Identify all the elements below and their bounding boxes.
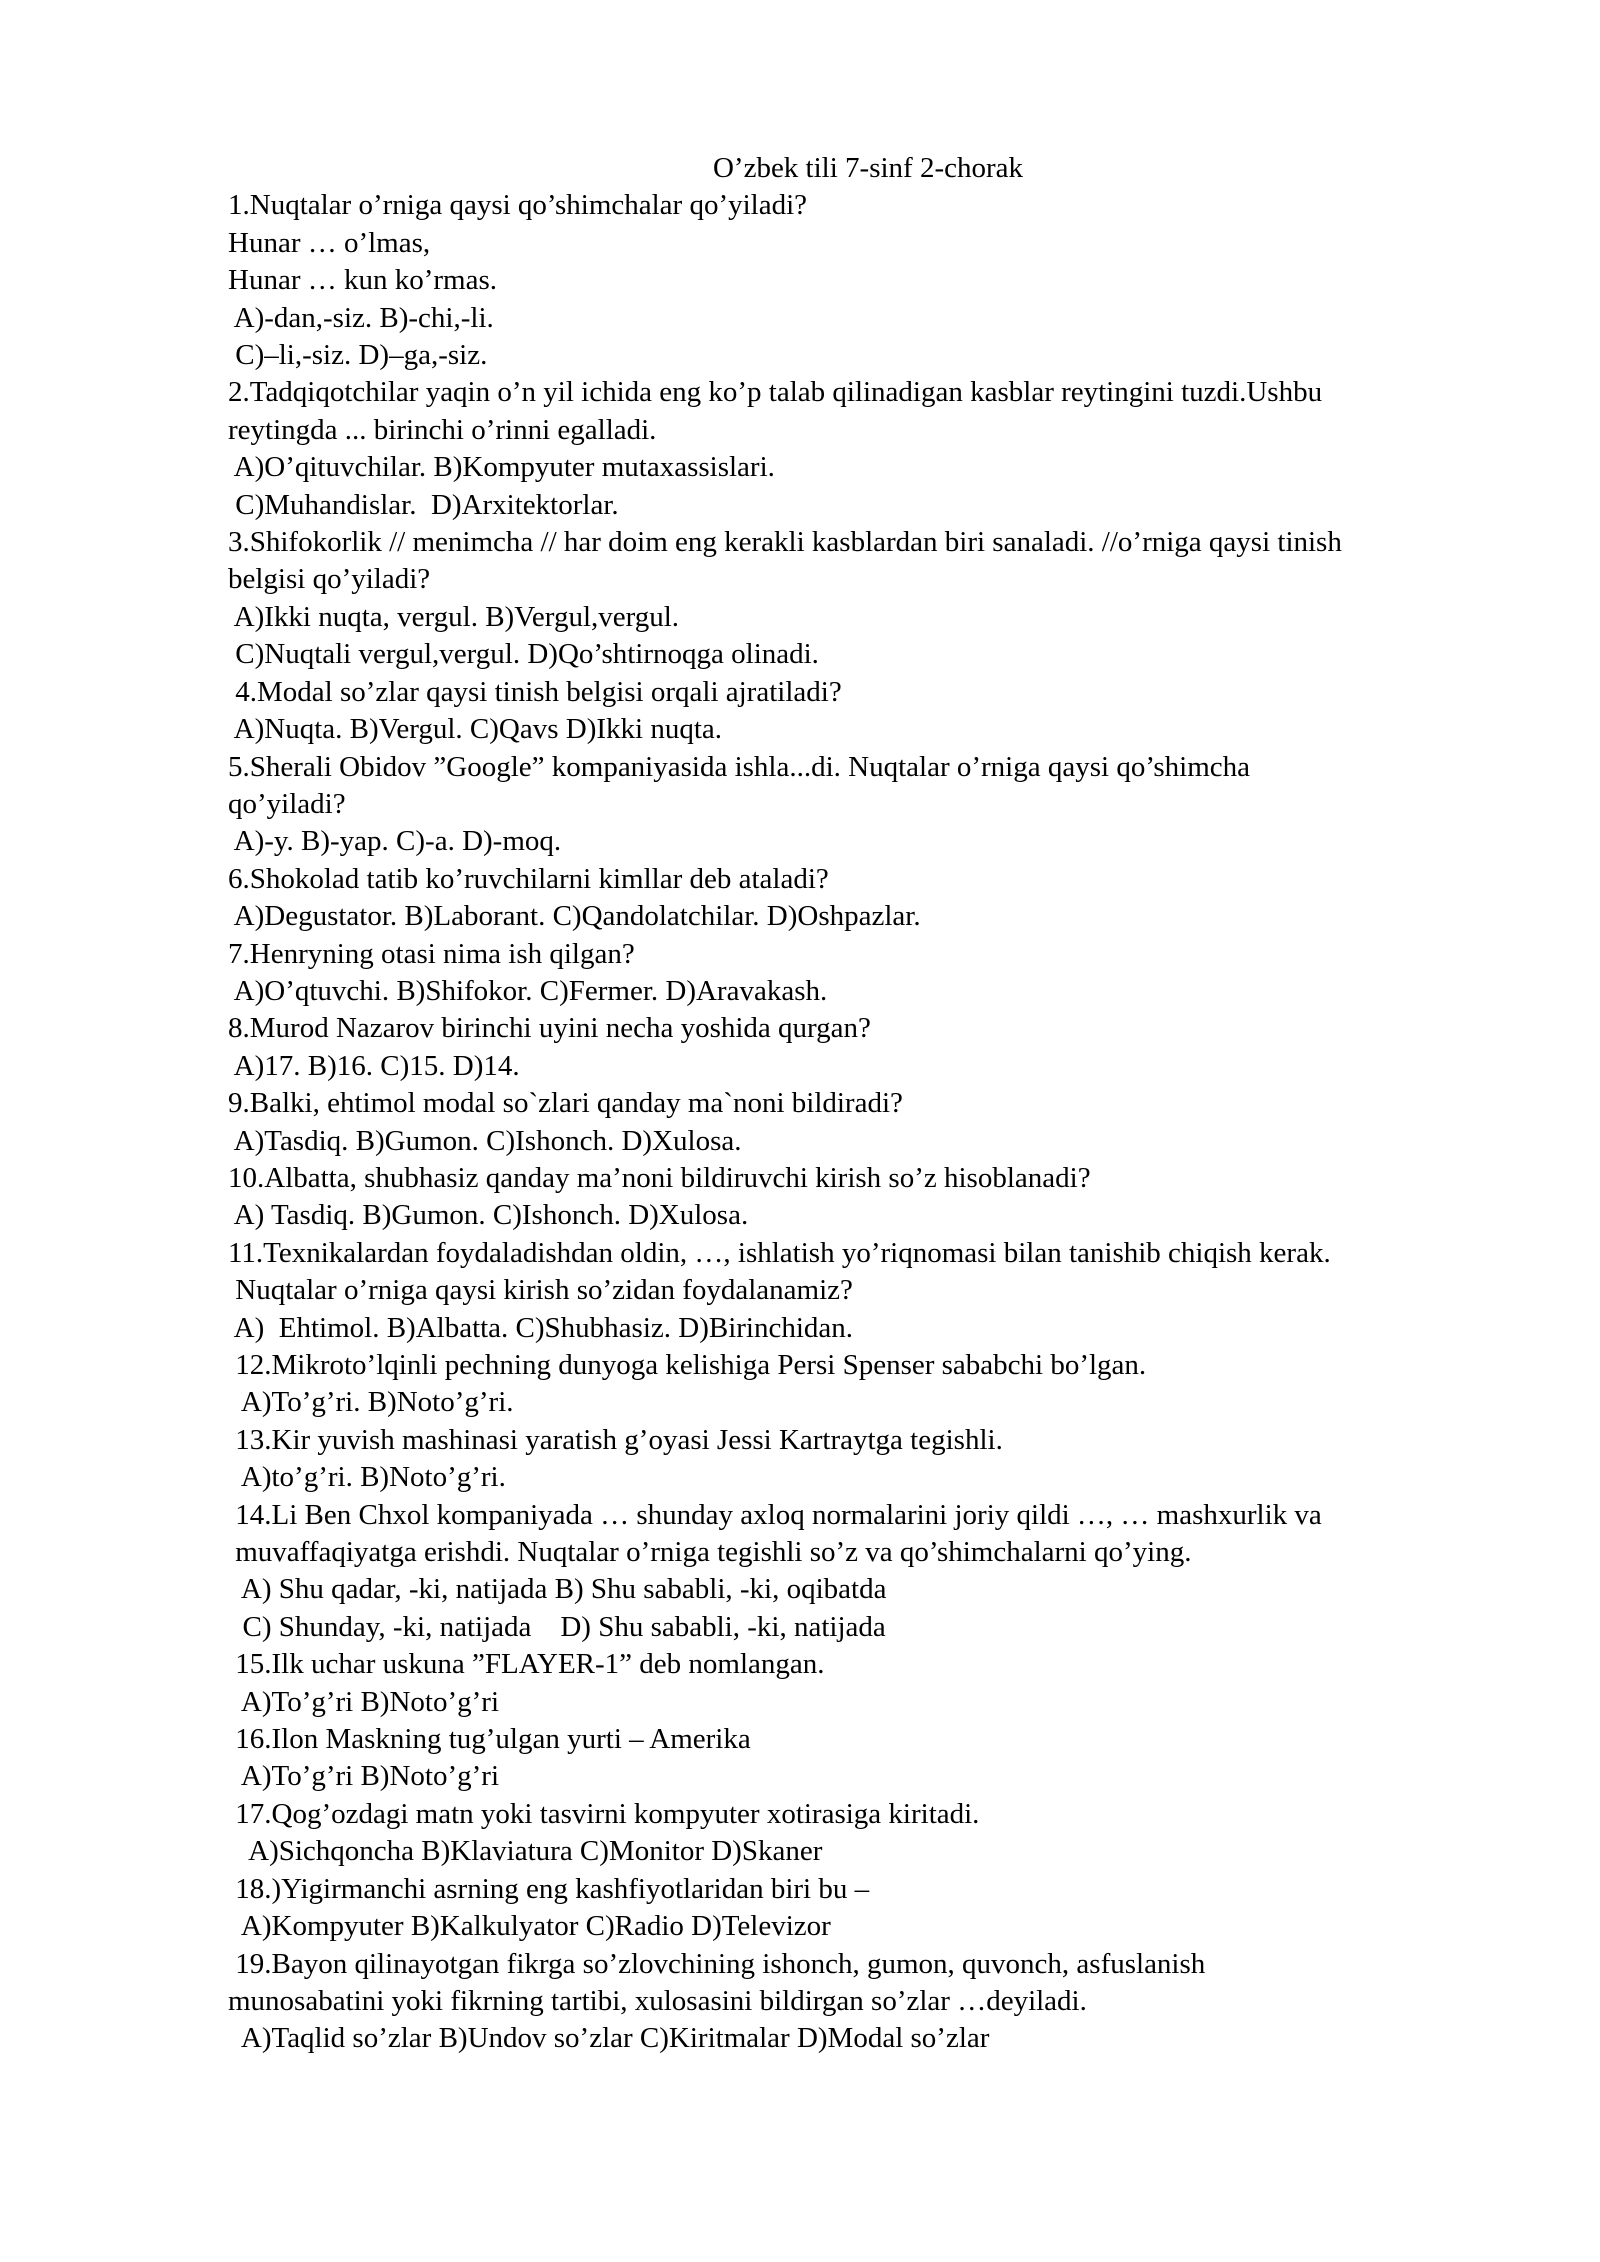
text-line: reytingda ... birinchi o’rinni egalladi. [228, 413, 657, 446]
text-line: A)O’qtuvchi. B)Shifokor. C)Fermer. D)Aravakash. [228, 974, 828, 1007]
text-line: 2.Tadqiqotchilar yaqin o’n yil ichida eng ko’p talab qilinadigan kasblar reytingini tuzdi.Ushbu [228, 376, 1323, 409]
text-line: A)17. B)16. C)15. D)14. [228, 1049, 520, 1082]
text-line: 9.Balki, ehtimol modal so`zlari qanday ma`noni bildiradi? [228, 1087, 903, 1120]
text-line: 16.Ilon Maskning tug’ulgan yurti – Amerika [228, 1723, 751, 1756]
text-line: A)Ikki nuqta, vergul. B)Vergul,vergul. [228, 600, 680, 633]
text-line: A) Ehtimol. B)Albatta. C)Shubhasiz. D)Birinchidan. [228, 1311, 854, 1344]
text-line: A)Kompyuter B)Kalkulyator C)Radio D)Televizor [228, 1910, 831, 1943]
text-line: belgisi qo’yiladi? [228, 563, 431, 596]
text-line: Hunar … o’lmas, [228, 226, 431, 259]
text-line: A)to’g’ri. B)Noto’g’ri. [228, 1461, 506, 1494]
text-line: A)-y. B)-yap. C)-a. D)-moq. [228, 825, 562, 858]
text-line: 11.Texnikalardan foydaladishdan oldin, …, ishlatish yo’riqnomasi bilan tanishib chiqish kerak. [228, 1236, 1331, 1269]
text-line: C)Muhandislar. D)Arxitektorlar. [228, 488, 619, 521]
text-line: 7.Henryning otasi nima ish qilgan? [228, 937, 635, 970]
document-body [228, 187, 1518, 2057]
text-line: A) Tasdiq. B)Gumon. C)Ishonch. D)Xulosa. [228, 1199, 749, 1232]
text-line: C)–li,-siz. D)–ga,-siz. [228, 339, 488, 372]
text-line: 4.Modal so’zlar qaysi tinish belgisi orqali ajratiladi? [228, 675, 842, 708]
text-line: 13.Kir yuvish mashinasi yaratish g’oyasi Jessi Kartraytga tegishli. [228, 1423, 1003, 1456]
text-line: 12.Mikroto’lqinli pechning dunyoga kelishiga Persi Spenser sababchi bo’lgan. [228, 1349, 1147, 1381]
text-line: A)To’g’ri B)Noto’g’ri [228, 1685, 499, 1718]
text-line: 10.Albatta, shubhasiz qanday ma’noni bildiruvchi kirish so’z hisoblanadi? [228, 1161, 1091, 1194]
text-line: 14.Li Ben Chxol kompaniyada … shunday axloq normalarini joriy qildi …, … mashxurlik va [228, 1498, 1322, 1531]
text-line: A) Shu qadar, -ki, natijada B) Shu sababli, -ki, oqibatda [228, 1573, 887, 1606]
text-line: C)Nuqtali vergul,vergul. D)Qo’shtirnoqga olinadi. [228, 638, 819, 671]
text-line: muvaffaqiyatga erishdi. Nuqtalar o’rniga tegishli so’z va qo’shimchalarni qo’ying. [228, 1536, 1192, 1569]
text-line: A)To’g’ri. B)Noto’g’ri. [228, 1386, 514, 1419]
text-line: 1.Nuqtalar o’rniga qaysi qo’shimchalar qo’yiladi? [228, 189, 808, 222]
text-line: A)Tasdiq. B)Gumon. C)Ishonch. D)Xulosa. [228, 1124, 742, 1157]
text-line: 17.Qog’ozdagi matn yoki tasvirni kompyuter xotirasiga kiritadi. [228, 1797, 980, 1830]
text-line: 15.Ilk uchar uskuna ”FLAYER-1” deb nomlangan. [228, 1648, 825, 1681]
text-line: C) Shunday, -ki, natijada D) Shu sababli, -ki, natijada [228, 1610, 886, 1643]
text-line: A)Degustator. B)Laborant. C)Qandolatchilar. D)Oshpazlar. [228, 900, 921, 933]
text-line: A)O’qituvchilar. B)Kompyuter mutaxassislari. [228, 451, 775, 484]
text-line: 6.Shokolad tatib ko’ruvchilarni kimllar deb ataladi? [228, 862, 829, 895]
text-line: 19.Bayon qilinayotgan fikrga so’zlovchining ishonch, gumon, quvonch, asfuslanish [228, 1947, 1206, 1980]
text-line: qo’yiladi? [228, 787, 346, 820]
text-line: 18.)Yigirmanchi asrning eng kashfiyotlaridan biri bu – [228, 1872, 870, 1905]
text-line: 5.Sherali Obidov ”Google” kompaniyasida ishla...di. Nuqtalar o’rniga qaysi qo’shimcha [228, 750, 1251, 783]
text-line: Hunar … kun ko’rmas. [228, 264, 498, 297]
text-line: munosabatini yoki fikrning tartibi, xulosasini bildirgan so’zlar …deyiladi. [228, 1984, 1087, 2017]
text-line: A)To’g’ri B)Noto’g’ri [228, 1760, 499, 1793]
text-line: A)Sichqoncha B)Klaviatura C)Monitor D)Skaner [228, 1835, 823, 1868]
text-line: A)Taqlid so’zlar B)Undov so’zlar C)Kiritmalar D)Modal so’zlar [228, 2022, 990, 2055]
text-line: A)-dan,-siz. B)-chi,-li. [228, 301, 494, 334]
text-line: Nuqtalar o’rniga qaysi kirish so’zidan foydalanamiz? [228, 1274, 853, 1307]
text-line: A)Nuqta. B)Vergul. C)Qavs D)Ikki nuqta. [228, 713, 723, 746]
text-line: 3.Shifokorlik // menimcha // har doim eng kerakli kasblardan biri sanaladi. //o’rniga qaysi tinish [228, 526, 1342, 559]
document-page [228, 150, 1518, 2058]
document-title: O’zbek tili 7-sinf 2-chorak [712, 152, 1024, 184]
text-line: 8.Murod Nazarov birinchi uyini necha yoshida qurgan? [228, 1012, 871, 1045]
